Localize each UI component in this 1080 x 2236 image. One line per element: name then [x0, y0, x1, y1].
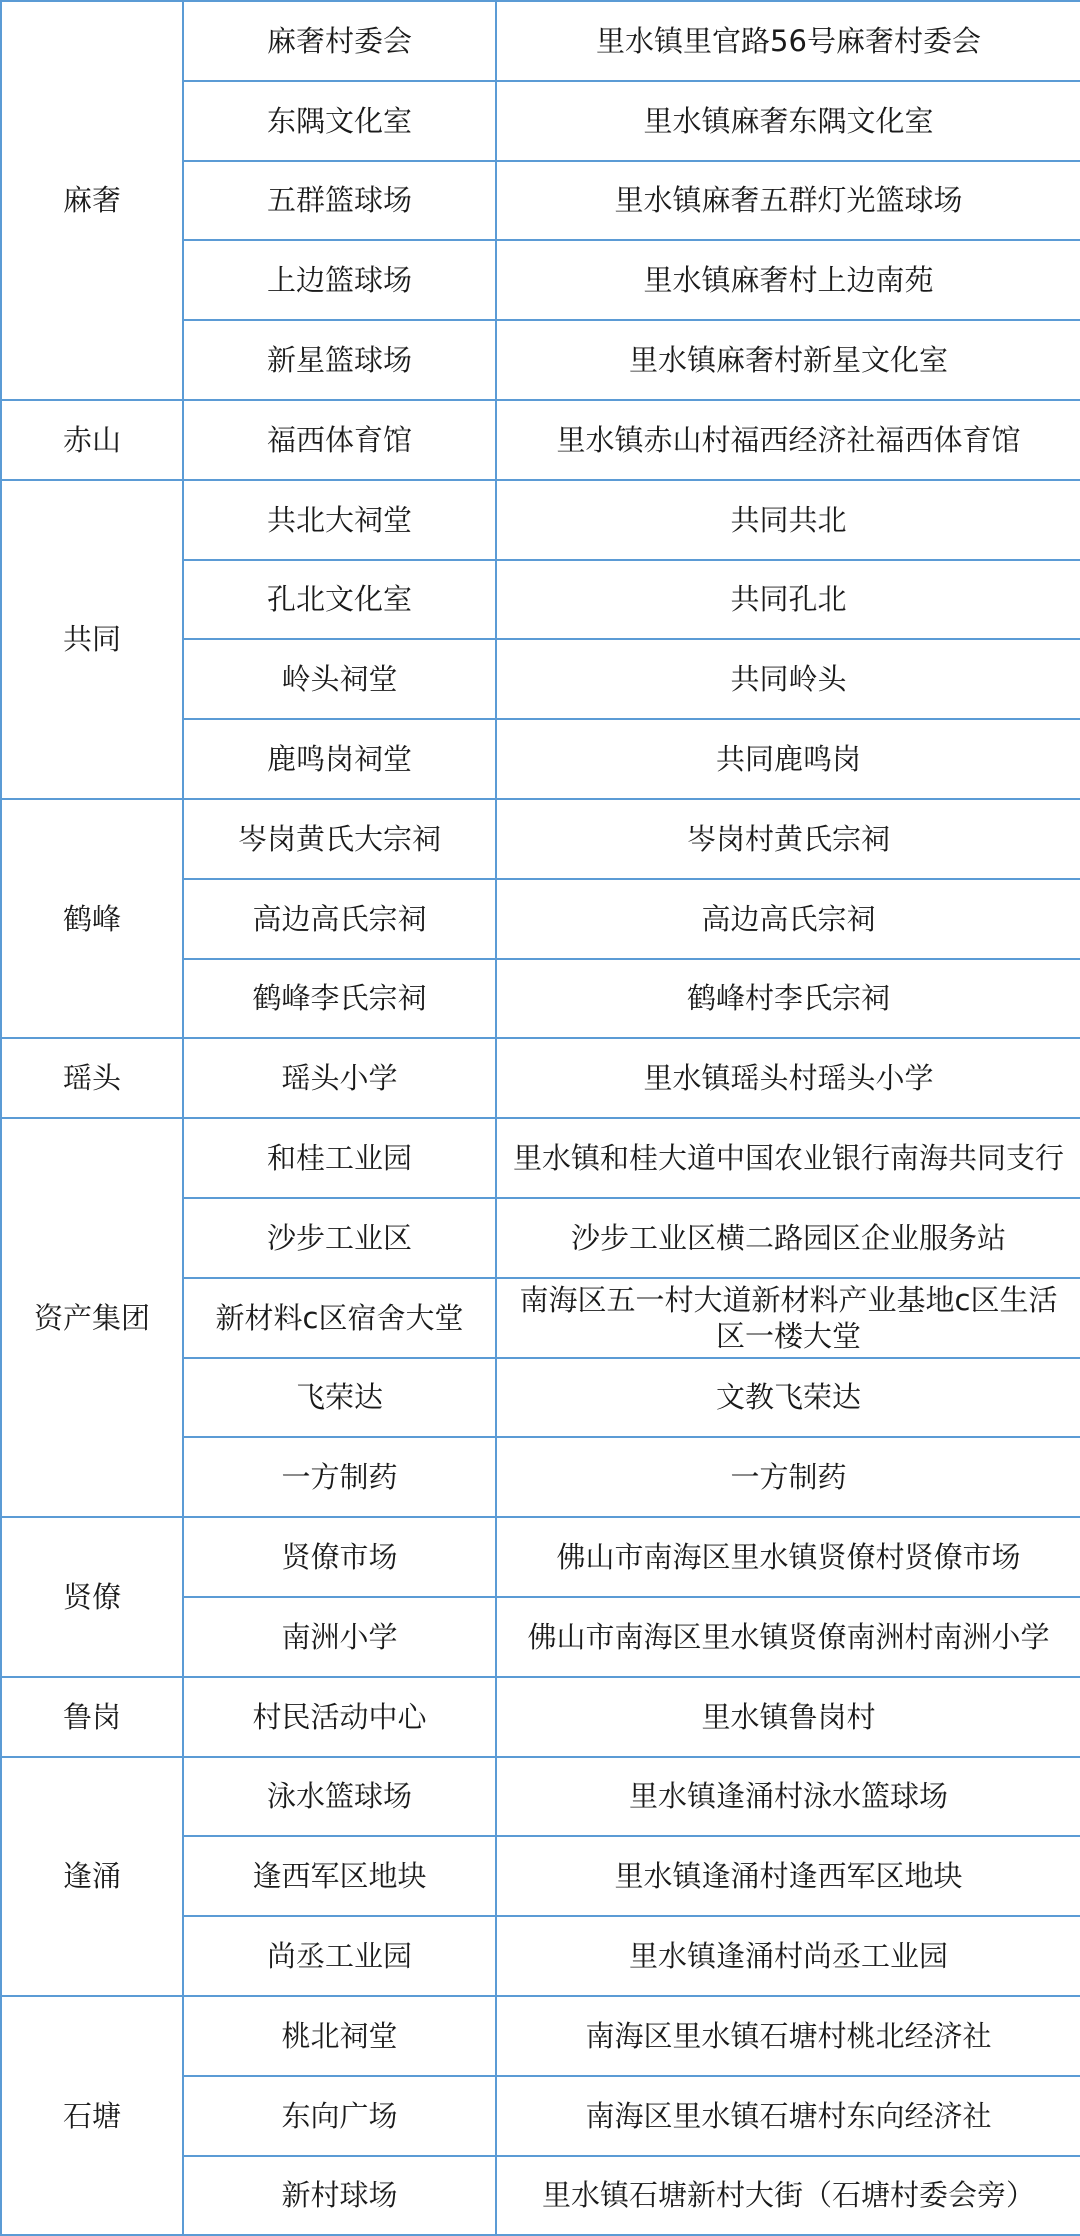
table-row — [1, 400, 1080, 480]
address-cell: 共同岭头 — [496, 639, 1080, 719]
table-row — [1, 799, 1080, 879]
table-row — [1, 1, 1080, 81]
region-cell: 赤山 — [1, 400, 183, 480]
region-cell: 逢涌 — [1, 1757, 183, 1996]
region-cell: 贤僚 — [1, 1517, 183, 1677]
address-cell: 鹤峰村李氏宗祠 — [496, 959, 1080, 1039]
address-cell: 共同共北 — [496, 480, 1080, 560]
site-name-cell: 鹤峰李氏宗祠 — [183, 959, 496, 1039]
site-name-cell: 和桂工业园 — [183, 1118, 496, 1198]
address-cell: 里水镇瑶头村瑶头小学 — [496, 1038, 1080, 1118]
address-cell: 里水镇逢涌村泳水篮球场 — [496, 1757, 1080, 1837]
address-cell: 文教飞荣达 — [496, 1358, 1080, 1438]
site-name-cell: 岑岗黄氏大宗祠 — [183, 799, 496, 879]
site-name-cell: 上边篮球场 — [183, 240, 496, 320]
region-cell: 瑶头 — [1, 1038, 183, 1118]
site-name-cell: 瑶头小学 — [183, 1038, 496, 1118]
address-cell: 佛山市南海区里水镇贤僚南洲村南洲小学 — [496, 1597, 1080, 1677]
site-name-cell: 飞荣达 — [183, 1358, 496, 1438]
address-cell: 里水镇麻奢东隅文化室 — [496, 81, 1080, 161]
address-cell: 一方制药 — [496, 1437, 1080, 1517]
address-cell: 沙步工业区横二路园区企业服务站 — [496, 1198, 1080, 1278]
table-row — [1, 1517, 1080, 1597]
site-name-cell: 新材料c区宿舍大堂 — [183, 1278, 496, 1358]
site-name-cell: 贤僚市场 — [183, 1517, 496, 1597]
site-name-cell: 一方制药 — [183, 1437, 496, 1517]
site-name-cell: 福西体育馆 — [183, 400, 496, 480]
table-row — [1, 1996, 1080, 2076]
region-cell: 资产集团 — [1, 1118, 183, 1517]
site-name-cell: 泳水篮球场 — [183, 1757, 496, 1837]
region-cell: 共同 — [1, 480, 183, 799]
site-name-cell: 尚丞工业园 — [183, 1916, 496, 1996]
address-cell: 里水镇和桂大道中国农业银行南海共同支行 — [496, 1118, 1080, 1198]
site-name-cell: 五群篮球场 — [183, 161, 496, 241]
address-cell: 里水镇赤山村福西经济社福西体育馆 — [496, 400, 1080, 480]
table-row — [1, 1677, 1080, 1757]
address-cell: 南海区里水镇石塘村东向经济社 — [496, 2076, 1080, 2156]
site-name-cell: 沙步工业区 — [183, 1198, 496, 1278]
region-cell: 石塘 — [1, 1996, 183, 2235]
address-cell: 里水镇石塘新村大街（石塘村委会旁） — [496, 2156, 1080, 2236]
site-name-cell: 麻奢村委会 — [183, 1, 496, 81]
table-row — [1, 480, 1080, 560]
region-cell: 鲁岗 — [1, 1677, 183, 1757]
site-name-cell: 东向广场 — [183, 2076, 496, 2156]
site-name-cell: 新星篮球场 — [183, 320, 496, 400]
address-cell: 里水镇麻奢村新星文化室 — [496, 320, 1080, 400]
address-cell: 共同孔北 — [496, 560, 1080, 640]
site-name-cell: 岭头祠堂 — [183, 639, 496, 719]
table-row — [1, 1757, 1080, 1837]
address-cell: 里水镇麻奢五群灯光篮球场 — [496, 161, 1080, 241]
site-name-cell: 孔北文化室 — [183, 560, 496, 640]
site-name-cell: 桃北祠堂 — [183, 1996, 496, 2076]
site-table-body — [1, 1, 1080, 2235]
address-cell: 里水镇逢涌村尚丞工业园 — [496, 1916, 1080, 1996]
site-name-cell: 逢西军区地块 — [183, 1836, 496, 1916]
table-row — [1, 1038, 1080, 1118]
region-cell: 鹤峰 — [1, 799, 183, 1038]
address-cell: 里水镇麻奢村上边南苑 — [496, 240, 1080, 320]
site-name-cell: 共北大祠堂 — [183, 480, 496, 560]
address-cell: 里水镇里官路56号麻奢村委会 — [496, 1, 1080, 81]
site-name-cell: 鹿鸣岗祠堂 — [183, 719, 496, 799]
address-cell: 佛山市南海区里水镇贤僚村贤僚市场 — [496, 1517, 1080, 1597]
region-cell: 麻奢 — [1, 1, 183, 400]
address-cell: 岑岗村黄氏宗祠 — [496, 799, 1080, 879]
address-cell: 南海区五一村大道新材料产业基地c区生活区一楼大堂 — [496, 1278, 1080, 1358]
site-name-cell: 村民活动中心 — [183, 1677, 496, 1757]
site-name-cell: 南洲小学 — [183, 1597, 496, 1677]
site-name-cell: 高边高氏宗祠 — [183, 879, 496, 959]
address-cell: 高边高氏宗祠 — [496, 879, 1080, 959]
site-name-cell: 东隅文化室 — [183, 81, 496, 161]
table-row — [1, 1118, 1080, 1198]
address-cell: 南海区里水镇石塘村桃北经济社 — [496, 1996, 1080, 2076]
address-cell: 里水镇鲁岗村 — [496, 1677, 1080, 1757]
address-cell: 里水镇逢涌村逢西军区地块 — [496, 1836, 1080, 1916]
address-cell: 共同鹿鸣岗 — [496, 719, 1080, 799]
site-name-cell: 新村球场 — [183, 2156, 496, 2236]
